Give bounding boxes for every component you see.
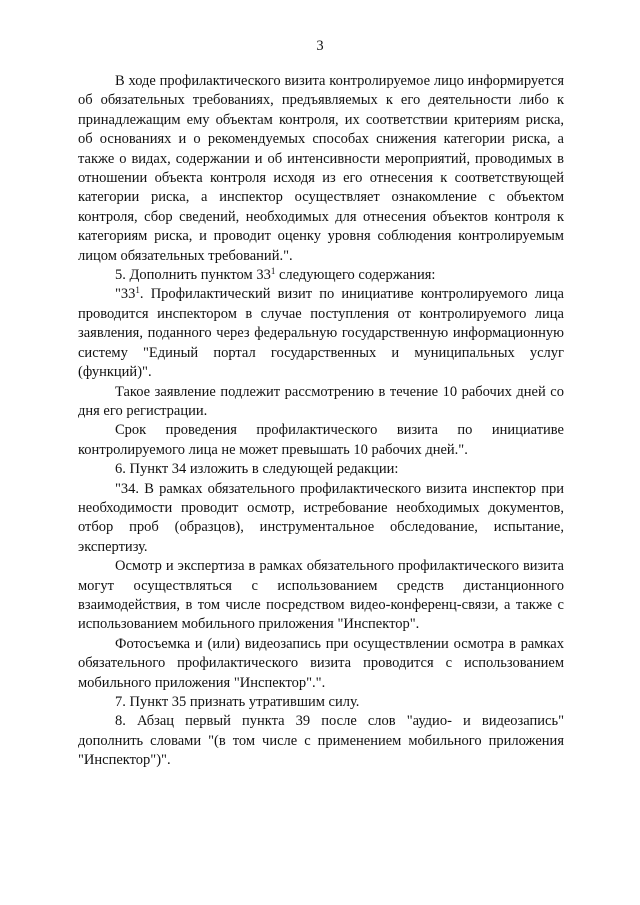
document-body: [78, 72, 564, 771]
paragraph-visit-info: В ходе профилактического визита контролируемое лицо информируется об обязательных требованиях, предъявляемых к его деятельности либо к принадлежащим ему объектам контроля, их соответствии критериям риска, об основаниях и о рекомендуемых способах снижения категории риска, а также о видах, содержании и об интенсивности мероприятий, проводимых в отношении объекта контроля исходя из его отнесения к соответствующей категории риска, а инспектор осуществляет ознакомление с объектом контроля, сбор сведений, необходимых для отнесения объектов контроля к категориям риска, и проводит оценку уровня соблюдения контролируемым лицом обязательных требований.".: [78, 73, 564, 264]
paragraph-clause-34: "34. В рамках обязательного профилактического визита инспектор при необходимости проводит осмотр, истребование необходимых документов, отбор проб (образцов), инструментальное обследование, испытание, экспертизу.: [78, 480, 564, 555]
paragraph-item-7: 7. Пункт 35 признать утратившим силу.: [115, 694, 360, 710]
paragraph-item-8: 8. Абзац первый пункта 39 после слов "аудио- и видеозапись" дополнить словами "(в том числе с применением мобильного приложения "Инспектор")".: [78, 713, 564, 769]
superscript: 1: [135, 285, 140, 296]
paragraph-text: "33: [115, 286, 136, 303]
superscript: 1: [270, 266, 276, 277]
paragraph-inspection-remote: Осмотр и экспертиза в рамках обязательного профилактического визита могут осуществляться с использованием средств дистанционного взаимодействия, в том числе посредством видео-конференц-связи, а также с использованием мобильного приложения "Инспектор".: [78, 558, 564, 633]
paragraph-text: . Профилактический визит по инициативе контролируемого лица проводится инспектором в случае поступления от контролируемого лица заявления, поданного через федеральную государственную информационную систему "Единый портал государственных и муниципальных услуг (функций)".: [78, 286, 564, 381]
paragraph-text: следующего содержания:: [275, 267, 436, 284]
paragraph-application-review: Такое заявление подлежит рассмотрению в течение 10 рабочих дней со дня его регистрации.: [78, 383, 564, 419]
page-number: 3: [316, 38, 324, 54]
paragraph-photo-video: Фотосъемка и (или) видеозапись при осуществлении осмотра в рамках обязательного профилактического визита проводится с использованием мобильного приложения "Инспектор".".: [78, 635, 564, 691]
paragraph-item-5: [78, 266, 564, 285]
paragraph-text: 5. Дополнить пунктом 33: [115, 267, 271, 284]
paragraph-clause-33-1: [78, 285, 564, 382]
paragraph-item-6: 6. Пункт 34 изложить в следующей редакции:: [115, 461, 399, 478]
paragraph-visit-term: Срок проведения профилактического визита по инициативе контролируемого лица не может превышать 10 рабочих дней.".: [78, 422, 564, 458]
